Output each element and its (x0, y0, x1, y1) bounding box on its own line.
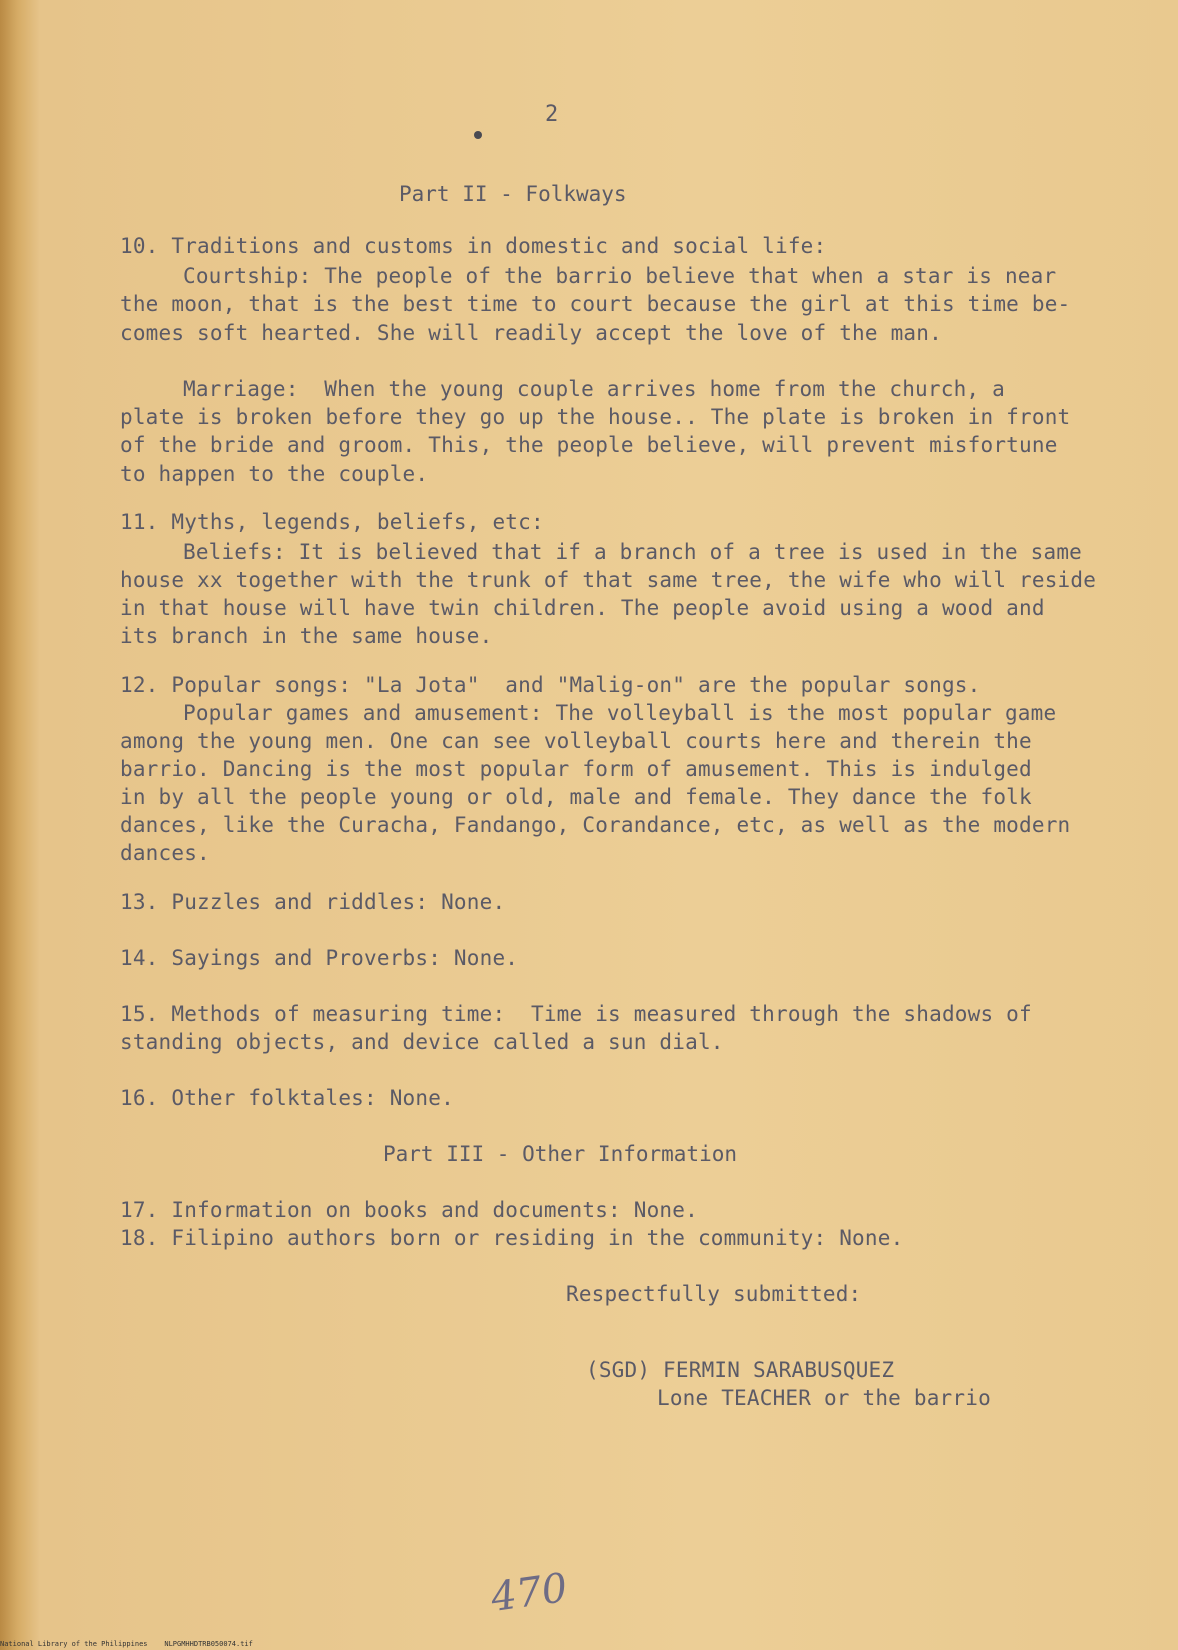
text-line: 15. Methods of measuring time: Time is measured through the shadows of (120, 1002, 1032, 1026)
archive-footer: National Library of the Philippines NLPGMHHDTRB050074.tif (0, 1640, 253, 1648)
text-line: comes soft hearted. She will readily accept the love of the man. (120, 321, 942, 345)
text-line: in that house will have twin children. The people avoid using a wood and (120, 596, 1045, 620)
text-line: Marriage: When the young couple arrives home from the church, a (183, 377, 1005, 401)
text-line: 16. Other folktales: None. (120, 1086, 454, 1110)
text-line: among the young men. One can see volleyball courts here and therein the (120, 729, 1032, 753)
text-line: (SGD) FERMIN SARABUSQUEZ (586, 1358, 895, 1382)
part-iii-heading: Part III - Other Information (383, 1142, 738, 1166)
text-line: 18. Filipino authors born or residing in the community: None. (120, 1226, 904, 1250)
text-line: Courtship: The people of the barrio believe that when a star is near (183, 264, 1057, 288)
text-line: 10. Traditions and customs in domestic and social life: (120, 234, 827, 258)
text-line: 11. Myths, legends, beliefs, etc: (120, 510, 544, 534)
text-line: house xx together with the trunk of that same tree, the wife who will reside (120, 568, 1097, 592)
handwritten-folio-number: 470 (488, 1564, 571, 1622)
text-line: dances, like the Curacha, Fandango, Corandance, etc, as well as the modern (120, 813, 1071, 837)
text-line: 13. Puzzles and riddles: None. (120, 890, 506, 914)
ink-dot (474, 131, 482, 139)
text-line: dances. (120, 841, 210, 865)
text-line: 12. Popular songs: "La Jota" and "Malig-on" are the popular songs. (120, 673, 981, 697)
text-line: standing objects, and device called a sun dial. (120, 1030, 724, 1054)
text-line: Respectfully submitted: (566, 1282, 862, 1306)
text-line: Popular games and amusement: The volleyball is the most popular game (183, 701, 1057, 725)
page-number: 2 (545, 102, 559, 127)
text-line: to happen to the couple. (120, 462, 429, 486)
text-line: of the bride and groom. This, the people believe, will prevent misfortune (120, 433, 1058, 457)
text-line: Beliefs: It is believed that if a branch of a tree is used in the same (183, 540, 1083, 564)
text-line: barrio. Dancing is the most popular form of amusement. This is indulged (120, 757, 1032, 781)
text-line: its branch in the same house. (120, 624, 493, 648)
text-line: 14. Sayings and Proverbs: None. (120, 946, 519, 970)
text-line: plate is broken before they go up the house.. The plate is broken in front (120, 405, 1071, 429)
text-line: 17. Information on books and documents: None. (120, 1198, 698, 1222)
part-ii-heading: Part II - Folkways (399, 182, 627, 206)
text-line: Lone TEACHER or the barrio (657, 1386, 991, 1410)
text-line: the moon, that is the best time to court because the girl at this time be- (120, 292, 1071, 316)
text-line: in by all the people young or old, male and female. They dance the folk (120, 785, 1032, 809)
